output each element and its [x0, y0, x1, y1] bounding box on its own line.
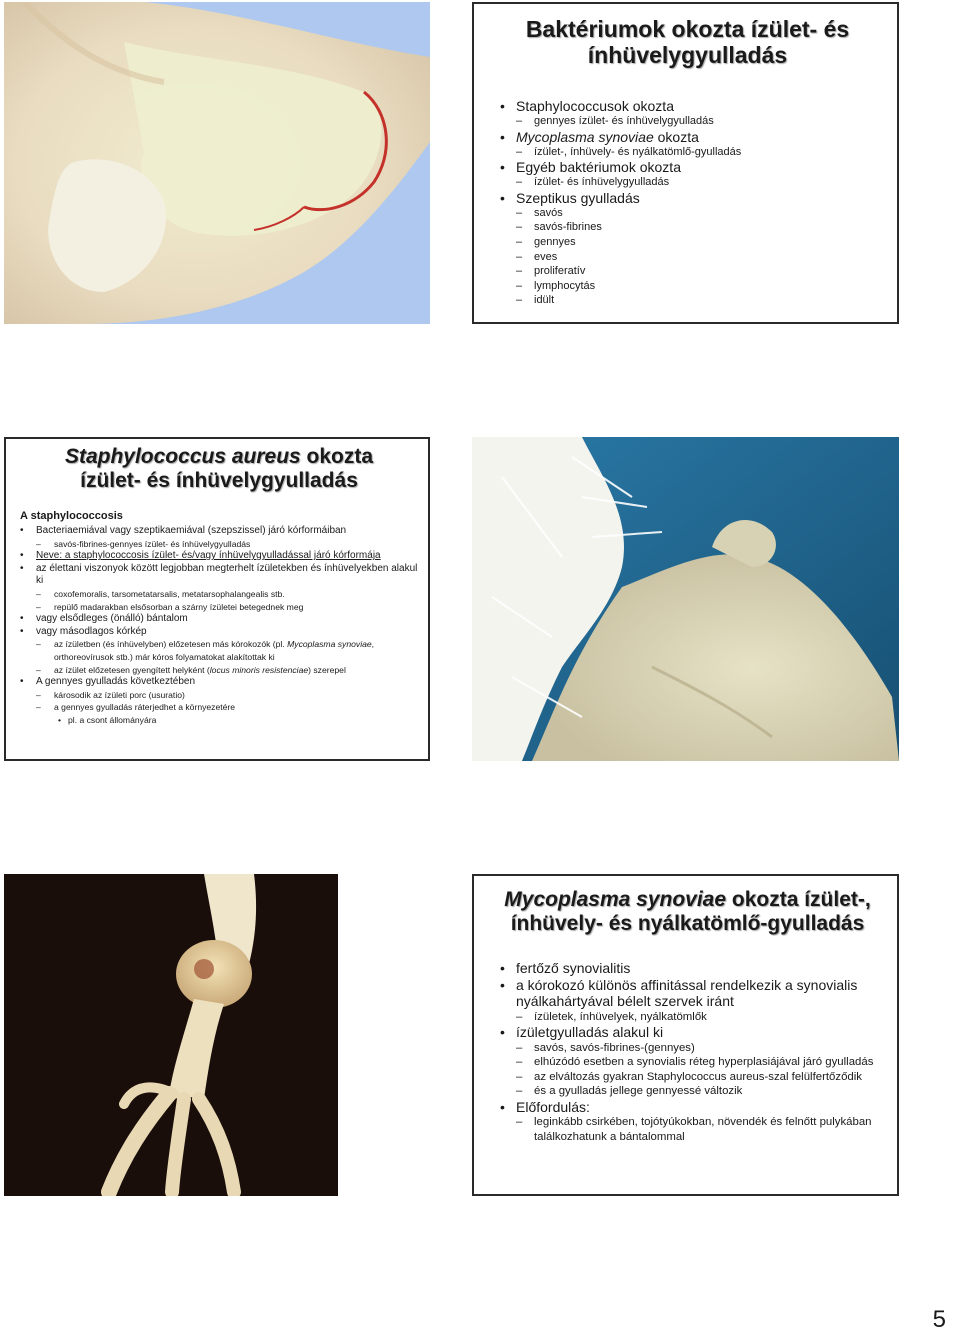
slide-title — [16, 445, 422, 493]
bullet-level-2 — [500, 220, 890, 235]
bullet-level-1 — [20, 626, 422, 639]
bullet-text: gennyes ízület- és ínhüvelygyulladás — [534, 115, 714, 127]
photo-wing-joint — [472, 437, 899, 761]
slide-bacterial-arthritis — [472, 2, 899, 324]
bullet-level-2 — [20, 701, 422, 714]
bullet-text: idült — [534, 294, 555, 307]
bullet-text: coxofemoralis, tarsometatarsalis, metatarsophalangealis stb. — [54, 588, 285, 599]
slide-intro: A staphylococcosis — [20, 510, 123, 522]
bullet-level-2 — [500, 206, 890, 221]
bullet-level-2 — [20, 538, 422, 551]
bullet-text: az ízület előzetesen gyengített helyként ( — [54, 664, 210, 675]
photo-tendon-lesion — [4, 2, 430, 324]
bullet-italic-text: locus minoris resistenciae — [209, 664, 309, 675]
bullet-text: savós, savós-fibrines-(gennyes) — [534, 1041, 695, 1054]
bullet-text: proliferatív — [534, 265, 586, 278]
slide-title: Baktériumok okozta ízület- és ínhüvelygyulladás — [525, 16, 850, 69]
bullet-level-1 — [20, 550, 422, 563]
page-number: 5 — [932, 1306, 946, 1333]
bullet-level-2 — [20, 601, 422, 614]
bullet-text: , orthoreovírusok stb.) már kóros folyamatokat alakítottak ki — [54, 639, 375, 662]
slide-staph-aureus — [4, 437, 430, 761]
bullet-text: Előfordulás: — [516, 1098, 590, 1115]
bullet-text: eves — [534, 250, 558, 263]
bullet-text: ízület-, ínhüvely- és nyálkatömlő-gyulladás — [534, 145, 742, 158]
bullet-text: ízületgyulladás alakul ki — [516, 1024, 664, 1040]
bullet-italic-text: Mycoplasma synoviae — [287, 639, 372, 650]
bullet-level-2 — [500, 175, 890, 190]
bullet-text: és a gyulladás jellege gennyessé változik — [534, 1085, 743, 1097]
bullet-text: pl. a csont állományára — [68, 714, 157, 725]
bullet-text: ) szerepel — [308, 664, 346, 675]
bullet-text: a gennyes gyulladás ráterjedhet a környezetére — [54, 702, 236, 713]
bullet-level-2 — [500, 264, 890, 279]
title-line2: ínhüvely- és nyálkatömlő-gyulladás — [510, 912, 865, 936]
bullet-text: Neve: a staphylococcosis ízület- és/vagy ínhüvelygyulladással járó kórformája — [36, 550, 381, 562]
bullet-text: az élettani viszonyok között legjobban megterhelt ízületekben és ínhüvelyekben alakul ki — [36, 562, 418, 587]
bullet-text: Szeptikus gyulladás — [516, 189, 640, 206]
bullet-level-1 — [20, 676, 422, 689]
bullet-text: savós — [534, 206, 563, 219]
bullet-text: elhúzódó esetben a synovialis réteg hyperplasiájával járó gyulladás — [534, 1056, 874, 1068]
bullet-text: károsodik az ízületi porc (usuratio) — [54, 689, 185, 700]
bullet-level-1 — [500, 1099, 880, 1116]
bullet-level-2 — [20, 588, 422, 601]
bullet-level-3 — [20, 714, 422, 727]
bullet-level-1 — [20, 563, 422, 588]
bullet-text: okozta — [653, 128, 699, 145]
bullet-text: savós-fibrines-gennyes ízület- és ínhüvelygyulladás — [54, 538, 251, 549]
bullet-level-1 — [20, 525, 422, 538]
title-rest: okozta — [300, 445, 374, 468]
bullet-text: A gennyes gyulladás következtében — [36, 676, 195, 688]
slide-bullet-list — [500, 98, 890, 308]
bullet-level-2 — [500, 293, 890, 308]
bullet-text: lymphocytás — [534, 279, 596, 292]
bullet-level-2 — [20, 638, 422, 663]
slide-bullet-list — [20, 525, 422, 727]
bullet-level-2 — [500, 114, 890, 129]
title-rest: okozta ízület-, — [726, 888, 871, 911]
bullet-text: vagy elsődleges (önálló) bántalom — [36, 613, 188, 625]
bullet-level-2 — [500, 279, 890, 294]
title-line2: ízület- és ínhüvelygyulladás — [80, 469, 358, 493]
slide-bullet-list — [500, 960, 880, 1144]
bullet-italic-text: Mycoplasma synoviae — [516, 128, 654, 145]
title-organism: Staphylococcus aureus — [64, 445, 301, 468]
photo-chicken-foot — [4, 874, 338, 1196]
bullet-level-2 — [500, 250, 890, 265]
bullet-level-2 — [500, 1070, 880, 1085]
bullet-text: leginkább csirkében, tojótyúkokban, növendék és felnőtt pulykában találkozhatunk a bántalommal — [534, 1116, 872, 1143]
bullet-level-1 — [500, 159, 890, 175]
bullet-level-2 — [500, 1010, 880, 1025]
bullet-level-2 — [500, 235, 890, 250]
bullet-level-2 — [20, 664, 422, 677]
bullet-level-1 — [500, 98, 890, 114]
bullet-text: ízület- és ínhüvelygyulladás — [534, 176, 670, 189]
bullet-level-2 — [500, 1084, 880, 1099]
bullet-text: az elváltozás gyakran Staphylococcus aureus-szal felülfertőződik — [534, 1070, 862, 1083]
bullet-text: Bacteriaemiával vagy szeptikaemiával (szepszissel) járó kórformáiban — [36, 525, 347, 536]
bullet-text: Staphylococcusok okozta — [516, 98, 674, 114]
bullet-level-1 — [500, 1024, 880, 1041]
bullet-text: savós-fibrines — [534, 221, 602, 234]
bullet-level-1 — [500, 960, 880, 977]
bullet-text: az ízületben (és ínhüvelyben) előzetesen más kórokozók (pl. — [54, 639, 288, 650]
bullet-level-2 — [500, 1055, 880, 1070]
bullet-level-2 — [500, 145, 890, 160]
bullet-text: repülő madarakban elsősorban a szárny ízületei betegednek meg — [54, 601, 304, 612]
bullet-text: vagy másodlagos kórkép — [36, 625, 147, 637]
bullet-level-1 — [500, 129, 890, 145]
slide-title — [484, 888, 891, 936]
bullet-level-1 — [500, 190, 890, 206]
bullet-level-2 — [500, 1115, 880, 1144]
title-organism: Mycoplasma synoviae — [504, 888, 727, 911]
bullet-level-2 — [20, 689, 422, 702]
bullet-level-1 — [500, 977, 880, 1010]
bullet-level-2 — [500, 1041, 880, 1056]
bullet-text: gennyes — [534, 235, 576, 248]
bullet-text: Egyéb baktériumok okozta — [516, 159, 681, 176]
bullet-text: a kórokozó különös affinitással rendelkezik a synovialis nyálkahártyával bélelt szervek iránt — [516, 976, 858, 1009]
bullet-text: ízületek, ínhüvelyek, nyálkatömlők — [534, 1010, 707, 1023]
bullet-level-1 — [20, 613, 422, 626]
slide-mycoplasma — [472, 874, 899, 1196]
bullet-text: fertőző synovialitis — [516, 960, 631, 976]
